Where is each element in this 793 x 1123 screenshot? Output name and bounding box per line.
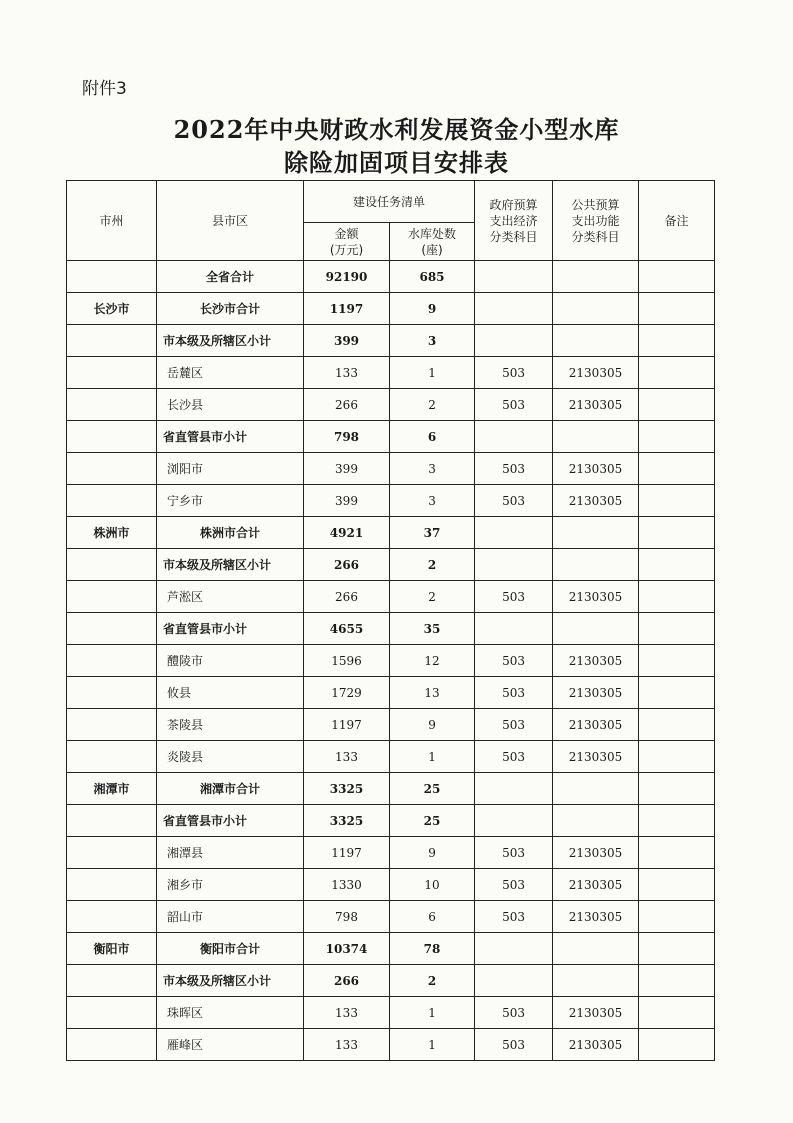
cell-econ-class: 503 [475,389,553,421]
cell-amount: 1729 [304,677,390,709]
cell-func-class: 2130305 [553,709,639,741]
cell-func-class: 2130305 [553,1029,639,1061]
cell-remarks [639,901,715,933]
cell-county: 浏阳市 [157,453,304,485]
cell-city [67,549,157,581]
cell-econ-class [475,933,553,965]
cell-econ-class: 503 [475,1029,553,1061]
header-public-budget: 公共预算 支出功能 分类科目 [553,181,639,261]
cell-amount: 92190 [304,261,390,293]
table-row [67,901,715,933]
cell-econ-class: 503 [475,997,553,1029]
cell-econ-class [475,549,553,581]
cell-county: 市本级及所辖区小计 [157,965,304,997]
cell-city [67,869,157,901]
cell-remarks [639,933,715,965]
cell-remarks [639,261,715,293]
cell-func-class: 2130305 [553,453,639,485]
cell-remarks [639,581,715,613]
cell-remarks [639,805,715,837]
cell-amount: 399 [304,485,390,517]
cell-reservoir-count: 685 [390,261,475,293]
table-row [67,293,715,325]
cell-county: 湘潭市合计 [157,773,304,805]
cell-county: 省直管县市小计 [157,421,304,453]
cell-reservoir-count: 13 [390,677,475,709]
cell-func-class: 2130305 [553,901,639,933]
cell-amount: 399 [304,325,390,357]
table-row [67,965,715,997]
cell-city [67,357,157,389]
cell-func-class [553,261,639,293]
cell-amount: 1197 [304,709,390,741]
cell-reservoir-count: 10 [390,869,475,901]
cell-city [67,901,157,933]
cell-city [67,709,157,741]
cell-amount: 798 [304,901,390,933]
cell-func-class: 2130305 [553,677,639,709]
cell-amount: 1197 [304,837,390,869]
cell-amount: 4655 [304,613,390,645]
cell-econ-class: 503 [475,677,553,709]
table-row [67,805,715,837]
cell-amount: 266 [304,965,390,997]
cell-county: 宁乡市 [157,485,304,517]
cell-reservoir-count: 3 [390,453,475,485]
cell-city [67,421,157,453]
cell-econ-class: 503 [475,357,553,389]
cell-remarks [639,773,715,805]
cell-city [67,325,157,357]
cell-amount: 798 [304,421,390,453]
cell-func-class [553,421,639,453]
table-row [67,357,715,389]
table-body [67,261,715,1061]
table-row [67,933,715,965]
cell-remarks [639,485,715,517]
cell-county: 雁峰区 [157,1029,304,1061]
cell-reservoir-count: 9 [390,293,475,325]
cell-amount: 133 [304,1029,390,1061]
cell-county: 省直管县市小计 [157,805,304,837]
cell-amount: 133 [304,741,390,773]
cell-func-class: 2130305 [553,581,639,613]
table-row [67,997,715,1029]
cell-amount: 3325 [304,773,390,805]
cell-remarks [639,549,715,581]
cell-reservoir-count: 3 [390,325,475,357]
table-row [67,453,715,485]
cell-econ-class: 503 [475,901,553,933]
cell-amount: 399 [304,453,390,485]
cell-econ-class [475,421,553,453]
cell-remarks [639,453,715,485]
table-row [67,549,715,581]
cell-county: 炎陵县 [157,741,304,773]
header-gov-budget: 政府预算 支出经济 分类科目 [475,181,553,261]
cell-func-class [553,293,639,325]
cell-reservoir-count: 6 [390,901,475,933]
cell-amount: 266 [304,581,390,613]
cell-county: 韶山市 [157,901,304,933]
cell-reservoir-count: 2 [390,581,475,613]
cell-econ-class [475,613,553,645]
table-row [67,389,715,421]
cell-city [67,613,157,645]
cell-county: 市本级及所辖区小计 [157,549,304,581]
cell-city [67,677,157,709]
page-subtitle: 除险加固项目安排表 [284,148,509,177]
cell-econ-class [475,517,553,549]
table-row [67,869,715,901]
table-row [67,677,715,709]
cell-func-class: 2130305 [553,389,639,421]
cell-amount: 1197 [304,293,390,325]
cell-remarks [639,645,715,677]
table-row [67,645,715,677]
cell-county: 珠晖区 [157,997,304,1029]
cell-reservoir-count: 2 [390,965,475,997]
cell-func-class [553,549,639,581]
cell-amount: 266 [304,549,390,581]
cell-remarks [639,357,715,389]
cell-remarks [639,965,715,997]
cell-remarks [639,293,715,325]
cell-county: 攸县 [157,677,304,709]
cell-reservoir-count: 25 [390,805,475,837]
cell-amount: 3325 [304,805,390,837]
page-title: 2022年中央财政水利发展资金小型水库 [173,115,620,144]
table-row [67,325,715,357]
cell-econ-class [475,261,553,293]
cell-amount: 133 [304,357,390,389]
cell-remarks [639,741,715,773]
cell-county: 市本级及所辖区小计 [157,325,304,357]
cell-county: 茶陵县 [157,709,304,741]
cell-func-class [553,933,639,965]
cell-city [67,741,157,773]
cell-econ-class: 503 [475,869,553,901]
cell-city [67,645,157,677]
table-row [67,261,715,293]
cell-remarks [639,1029,715,1061]
attachment-label: 附件3 [82,79,127,99]
cell-reservoir-count: 12 [390,645,475,677]
table-row [67,485,715,517]
cell-remarks [639,325,715,357]
cell-func-class: 2130305 [553,741,639,773]
table-row [67,741,715,773]
cell-reservoir-count: 2 [390,389,475,421]
table-row [67,581,715,613]
cell-city [67,453,157,485]
cell-county: 长沙市合计 [157,293,304,325]
cell-county: 湘乡市 [157,869,304,901]
cell-func-class: 2130305 [553,485,639,517]
cell-reservoir-count: 78 [390,933,475,965]
cell-func-class: 2130305 [553,837,639,869]
cell-remarks [639,421,715,453]
cell-amount: 10374 [304,933,390,965]
header-reservoirs: 水库处数 (座) [390,223,475,261]
cell-econ-class: 503 [475,581,553,613]
cell-city [67,837,157,869]
cell-remarks [639,837,715,869]
cell-county: 湘潭县 [157,837,304,869]
cell-amount: 1330 [304,869,390,901]
cell-remarks [639,613,715,645]
cell-func-class: 2130305 [553,997,639,1029]
cell-city [67,997,157,1029]
cell-econ-class [475,325,553,357]
table-row [67,837,715,869]
table-row [67,613,715,645]
cell-amount: 1596 [304,645,390,677]
cell-reservoir-count: 9 [390,837,475,869]
cell-city [67,485,157,517]
cell-city [67,389,157,421]
cell-county: 株洲市合计 [157,517,304,549]
cell-county: 醴陵市 [157,645,304,677]
table-row [67,421,715,453]
cell-econ-class [475,805,553,837]
cell-amount: 133 [304,997,390,1029]
cell-county: 衡阳市合计 [157,933,304,965]
cell-remarks [639,709,715,741]
header-city: 市州 [67,181,157,261]
cell-reservoir-count: 1 [390,1029,475,1061]
header-remarks: 备注 [639,181,715,261]
cell-reservoir-count: 1 [390,741,475,773]
cell-func-class [553,613,639,645]
header-task-list: 建设任务清单 [304,181,475,223]
cell-remarks [639,869,715,901]
cell-econ-class: 503 [475,837,553,869]
cell-city [67,805,157,837]
cell-econ-class: 503 [475,741,553,773]
cell-county: 岳麓区 [157,357,304,389]
cell-city: 长沙市 [67,293,157,325]
cell-econ-class [475,773,553,805]
cell-city [67,261,157,293]
cell-econ-class: 503 [475,485,553,517]
cell-county: 全省合计 [157,261,304,293]
cell-econ-class [475,293,553,325]
cell-amount: 4921 [304,517,390,549]
reservoir-project-table [66,180,715,1061]
cell-reservoir-count: 37 [390,517,475,549]
cell-city: 株洲市 [67,517,157,549]
cell-remarks [639,389,715,421]
cell-func-class [553,965,639,997]
cell-remarks [639,677,715,709]
cell-city: 湘潭市 [67,773,157,805]
cell-reservoir-count: 2 [390,549,475,581]
cell-reservoir-count: 1 [390,357,475,389]
cell-func-class [553,325,639,357]
cell-econ-class: 503 [475,709,553,741]
cell-city [67,1029,157,1061]
cell-county: 长沙县 [157,389,304,421]
cell-reservoir-count: 3 [390,485,475,517]
table-row [67,517,715,549]
cell-reservoir-count: 9 [390,709,475,741]
cell-func-class [553,517,639,549]
table-row [67,709,715,741]
cell-remarks [639,997,715,1029]
cell-func-class: 2130305 [553,645,639,677]
cell-econ-class [475,965,553,997]
table-row [67,773,715,805]
header-amount: 金额 (万元) [304,223,390,261]
cell-amount: 266 [304,389,390,421]
cell-func-class [553,773,639,805]
table-row [67,1029,715,1061]
cell-city: 衡阳市 [67,933,157,965]
cell-county: 芦淞区 [157,581,304,613]
header-county: 县市区 [157,181,304,261]
cell-econ-class: 503 [475,453,553,485]
cell-func-class: 2130305 [553,869,639,901]
cell-reservoir-count: 35 [390,613,475,645]
cell-reservoir-count: 6 [390,421,475,453]
cell-func-class [553,805,639,837]
cell-city [67,581,157,613]
cell-county: 省直管县市小计 [157,613,304,645]
cell-remarks [639,517,715,549]
cell-city [67,965,157,997]
cell-reservoir-count: 25 [390,773,475,805]
cell-econ-class: 503 [475,645,553,677]
cell-func-class: 2130305 [553,357,639,389]
cell-reservoir-count: 1 [390,997,475,1029]
